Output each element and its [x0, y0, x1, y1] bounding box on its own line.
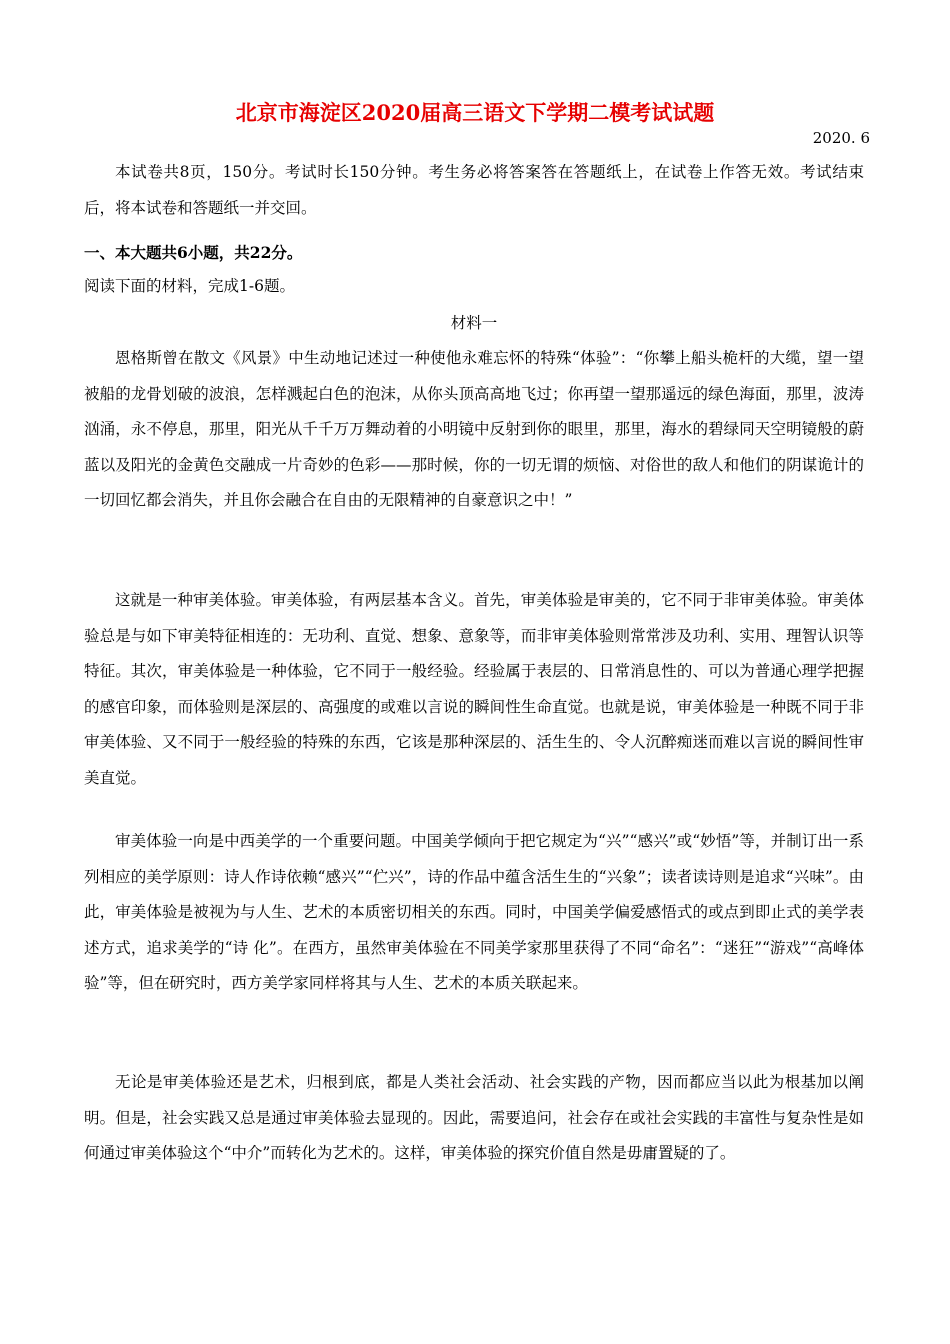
material-title: 材料一 [450, 314, 498, 332]
body-paragraph: 恩格斯曾在散文《风景》中生动地记述过一种使他永难忘怀的特殊“体验”：“你攀上船头桅杆的大缆，望一望被船的龙骨划破的波浪，怎样溅起白色的泡沫，从你头顶高高地飞过；你再望一望那遥远的绿色海面，那里，波涛汹涌，永不停息，那里，阳光从千千万万舞动着的小明镜中反射到你的眼里，那里，海水的碧绿同天空明镜般的蔚蓝以及阳光的金黄色交融成一片奇妙的色彩——那时候，你的一切无谓的烦恼、对俗世的敌人和他们的阴谋诡计的一切回忆都会消失，并且你会融合在自由的无限精神的自豪意识之中！” [84, 349, 864, 510]
exam-date: 2020. 6 [812, 129, 870, 147]
body-paragraph: 审美体验一向是中西美学的一个重要问题。中国美学倾向于把它规定为“兴”“感兴”或“妙悟”等，并制订出一系列相应的美学原则：诗人作诗依赖“感兴”“伫兴”，诗的作品中蕴含活生生的“兴象”；读者读诗则是追求“兴味”。由此，审美体验是被视为与人生、艺术的本质密切相关的东西。同时，中国美学偏爱感悟式的或点到即止式的美学表述方式，追求美学的“诗 化”。在西方，虽然审美体验在不同美学家那里获得了不同“命名”：“迷狂”“游戏”“高峰体验”等，但在研究时，西方美学家同样将其与人生、艺术的本质关联起来。 [84, 832, 864, 993]
body-paragraph: 无论是审美体验还是艺术，归根到底，都是人类社会活动、社会实践的产物，因而都应当以此为根基加以阐明。但是，社会实践又总是通过审美体验去显现的。因此，需要追问，社会存在或社会实践的丰富性与复杂性是如何通过审美体验这个“中介”而转化为艺术的。这样，审美体验的探究价值自然是毋庸置疑的了。 [84, 1073, 864, 1163]
section-heading: 一、本大题共6小题，共22分。 [84, 243, 303, 262]
instructions-paragraph: 本试卷共8页，150分。考试时长150分钟。考生务必将答案答在答题纸上，在试卷上作答无效。考试结束后，将本试卷和答题纸一并交回。 [84, 163, 864, 217]
exam-title: 北京市海淀区2020届高三语文下学期二模考试试题 [235, 100, 715, 125]
body-paragraph: 这就是一种审美体验。审美体验，有两层基本含义。首先，审美体验是审美的，它不同于非审美体验。审美体验总是与如下审美特征相连的：无功利、直觉、想象、意象等，而非审美体验则常常涉及功利、实用、理智认识等特征。其次，审美体验是一种体验，它不同于一般经验。经验属于表层的、日常消息性的、可以为普通心理学把握的感官印象，而体验则是深层的、高强度的或难以言说的瞬间性生命直觉。也就是说，审美体验是一种既不同于非审美体验、又不同于一般经验的特殊的东西，它该是那种深层的、活生生的、令人沉醉痴迷而难以言说的瞬间性审美直觉。 [84, 591, 864, 787]
reading-prompt: 阅读下面的材料，完成1-6题。 [84, 277, 295, 295]
